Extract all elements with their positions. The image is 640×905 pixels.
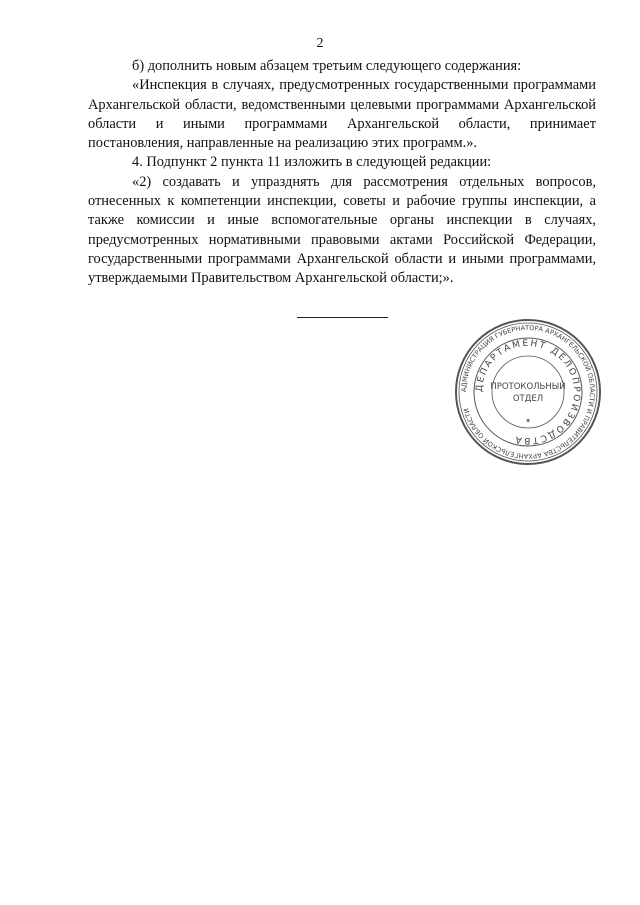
paragraph-2: «Инспекция в случаях, предусмотренных государственными программами Архангельской области, ведомственными целевыми программами Архангельской области и иными программами Архангельской области, принимает постановления, направленные на реализацию этих программ.». [88, 77, 596, 152]
document-body [88, 57, 596, 289]
stamp-outer-text: АДМИНИСТРАЦИЯ ГУБЕРНАТОРА АРХАНГЕЛЬСКОЙ ОБЛАСТИ И ПРАВИТЕЛЬСТВА АРХАНГЕЛЬСКОЙ ОБЛАСТИ [459, 323, 597, 461]
page-number: 2 [316, 36, 324, 51]
separator-line [297, 317, 388, 318]
stamp-inner-text: ДЕПАРТАМЕНТ ДЕЛОПРОИЗВОДСТВА [474, 338, 582, 446]
paragraph-3: 4. Подпункт 2 пункта 11 изложить в следующей редакции: [132, 154, 492, 171]
paragraph-1: б) дополнить новым абзацем третьим следующего содержания: [132, 58, 522, 74]
stamp-center-line-2: ОТДЕЛ [512, 394, 544, 404]
stamp-center-line-1: ПРОТОКОЛЬНЫЙ [490, 382, 566, 392]
official-stamp [453, 317, 603, 467]
stamp-middle-ring [474, 338, 582, 446]
paragraph-4: «2) создавать и упразднять для рассмотрения отдельных вопросов, отнесенных к компетенции инспекции, советы и рабочие группы инспекции, а также комиссии и иные вспомогательные органы инспекции в случаях, предусмотренных нормативными правовыми актами Российской Федерации, государственными программами Архангельской области и иными программами, утверждаемыми Правительством Архангельской области;». [88, 173, 596, 287]
stamp-star-icon: ✶ [525, 417, 531, 425]
